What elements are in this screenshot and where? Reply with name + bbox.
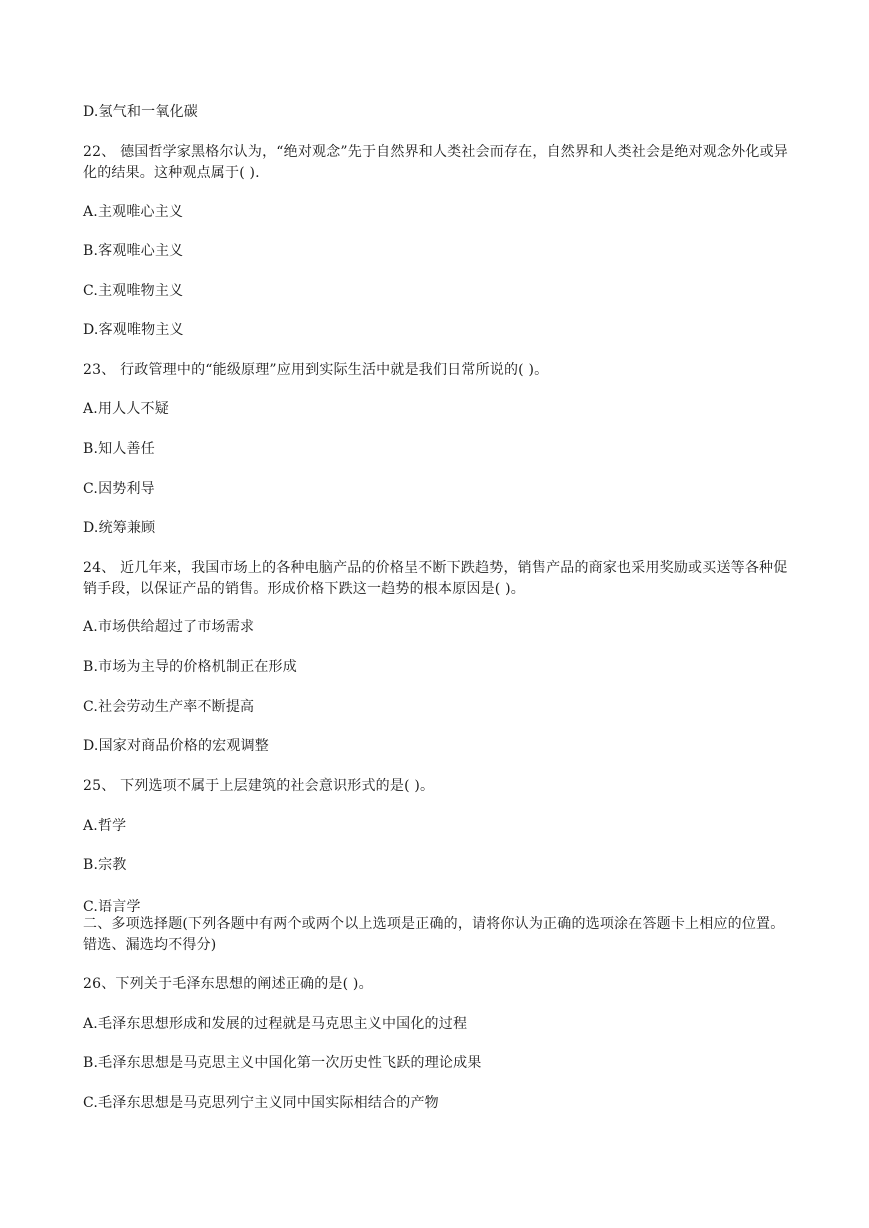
q26-option-b: B.毛泽东思想是马克思主义中国化第一次历史性飞跃的理论成果 (83, 1055, 482, 1071)
q26-option-c: C.毛泽东思想是马克思列宁主义同中国实际相结合的产物 (83, 1095, 439, 1111)
q24-stem: 24、 近几年来，我国市场上的各种电脑产品的价格呈不断下跌趋势，销售产品的商家也采用奖励或买送等各种促销手段，以保证产品的销售。形成价格下跌这一趋势的根本原因是( )。 (83, 560, 788, 597)
q24-option-a: A.市场供给超过了市场需求 (83, 619, 255, 635)
q23-option-d: D.统筹兼顾 (83, 520, 156, 536)
q24-option-b: B.市场为主导的价格机制正在形成 (83, 659, 297, 675)
q21-option-d: D.氢气和一氧化碳 (83, 104, 198, 120)
q24-option-d: D.国家对商品价格的宏观调整 (83, 738, 269, 754)
q23-option-b: B.知人善任 (83, 441, 155, 457)
section-heading: 二、多项选择题(下列各题中有两个或两个以上选项是正确的，请将你认为正确的选项涂在答题卡上相应的位置。错选、漏选均不得分) (83, 916, 785, 953)
q22-stem: 22、 德国哲学家黑格尔认为，“绝对观念”先于自然界和人类社会而存在，自然界和人类社会是绝对观念外化或异化的结果。这种观点属于( ). (83, 144, 788, 181)
q22-option-b: B.客观唯心主义 (83, 243, 184, 259)
q22-option-a: A.主观唯心主义 (83, 204, 184, 220)
q25-option-a: A.哲学 (83, 818, 127, 834)
q22-option-d: D.客观唯物主义 (83, 322, 184, 338)
q24-option-c: C.社会劳动生产率不断提高 (83, 699, 255, 715)
q22-option-c: C.主观唯物主义 (83, 283, 184, 299)
q23-option-a: A.用人人不疑 (83, 401, 169, 417)
q25-stem: 25、 下列选项不属于上层建筑的社会意识形式的是( )。 (83, 778, 435, 794)
q23-stem: 23、 行政管理中的“能级原理”应用到实际生活中就是我们日常所说的( )。 (83, 362, 549, 378)
q25-option-c: C.语言学 (83, 899, 141, 915)
q23-option-c: C.因势利导 (83, 481, 155, 497)
q25-option-b: B.宗教 (83, 857, 127, 873)
q26-stem: 26、下列关于毛泽东思想的阐述正确的是( )。 (83, 976, 373, 992)
q26-option-a: A.毛泽东思想形成和发展的过程就是马克思主义中国化的过程 (83, 1016, 468, 1032)
